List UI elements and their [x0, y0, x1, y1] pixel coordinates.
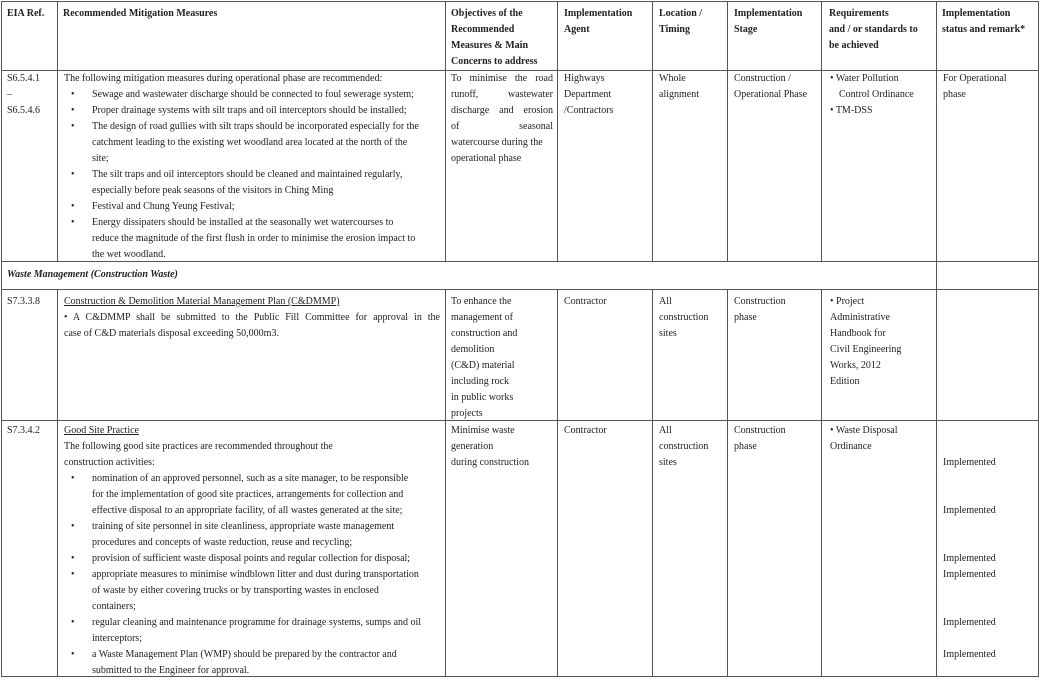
bullet-icon: •	[71, 105, 75, 116]
bullet-icon: •	[71, 201, 75, 212]
header-implementation-stage: Implementation Stage	[734, 8, 803, 35]
status-implemented: Implemented	[943, 505, 996, 516]
row1-requirements: • Water Pollution Control Ordinance • TM-DSS	[830, 73, 914, 116]
row3-measures: Good Site Practice The following good site practices are recommended throughout the construction activities:	[64, 425, 333, 468]
row1-status: For Operational phase	[943, 73, 1007, 100]
row1-eia-ref: S6.5.4.1 – S6.5.4.6	[7, 73, 41, 116]
column-divider	[936, 1, 937, 677]
bullet-icon: •	[71, 521, 75, 532]
row1-intro: The following mitigation measures during operational phase are recommended:	[64, 73, 383, 84]
status-implemented: Implemented	[943, 553, 996, 564]
status-implemented: Implemented	[943, 649, 996, 660]
bullet-icon: •	[71, 121, 75, 132]
column-divider	[445, 1, 446, 261]
table-border-right	[1038, 1, 1039, 677]
row2-location: All construction sites	[659, 296, 709, 339]
header-recommended-measures: Recommended Mitigation Measures	[63, 8, 218, 19]
row3-stage: Construction phase	[734, 425, 786, 452]
row2-agent: Contractor	[564, 296, 607, 307]
section-title: Waste Management (Construction Waste)	[7, 269, 178, 280]
column-divider	[557, 1, 558, 261]
bullet-icon: •	[71, 169, 75, 180]
row2-requirements: • Project Administrative Handbook for Civil Engineering Works, 2012 Edition	[830, 296, 902, 387]
row3-objective: Minimise waste generation during construction	[451, 425, 530, 468]
row2-eia-ref: S7.3.3.8	[7, 296, 41, 307]
column-divider	[57, 1, 58, 261]
header-eia-ref: EIA Ref.	[7, 8, 45, 19]
row-divider	[1, 289, 1039, 290]
table-border-left	[1, 1, 2, 677]
bullet-icon: •	[71, 473, 75, 484]
column-divider	[57, 289, 58, 677]
row1-objective: To minimise the road runoff, wastewater discharge and erosion of seasonal watercourse during the operational phase	[451, 73, 553, 164]
row3-eia-ref: S7.3.4.2	[7, 425, 41, 436]
column-divider	[652, 289, 653, 677]
row2-stage: Construction phase	[734, 296, 786, 323]
column-divider	[821, 289, 822, 677]
bullet-icon: •	[71, 89, 75, 100]
header-objectives: Objectives of the Recommended Measures & Main Concerns to address	[451, 8, 538, 67]
header-implementation-status: Implementation status and remark*	[942, 8, 1026, 35]
row2-objective: To enhance the management of construction and demolition (C&D) material including rock in public works projects	[451, 296, 518, 419]
table-border-top	[1, 1, 1039, 2]
header-requirements: Requirements and / or standards to be achieved	[829, 8, 918, 51]
row3-agent: Contractor	[564, 425, 607, 436]
row3-requirements: • Waste Disposal Ordinance	[830, 425, 898, 452]
bullet-icon: •	[71, 553, 75, 564]
column-divider	[727, 1, 728, 261]
bullet-icon: •	[71, 617, 75, 628]
bullet-icon: •	[71, 569, 75, 580]
column-divider	[652, 1, 653, 261]
column-divider	[445, 289, 446, 677]
row3-location: All construction sites	[659, 425, 709, 468]
column-divider	[557, 289, 558, 677]
bullet-icon: •	[71, 649, 75, 660]
row1-location: Whole alignment	[659, 73, 699, 100]
status-implemented: Implemented	[943, 617, 996, 628]
column-divider	[821, 1, 822, 261]
status-implemented: Implemented	[943, 569, 996, 580]
row2-title: Construction & Demolition Material Management Plan (C&DMMP)	[64, 296, 340, 307]
row1-stage: Construction / Operational Phase	[734, 73, 808, 100]
status-implemented: Implemented	[943, 457, 996, 468]
row-divider	[1, 420, 1039, 421]
row2-measures: Construction & Demolition Material Management Plan (C&DMMP) • A C&DMMP shall be submitted to the Public Fill Committee for approval in the case of C&D materials disposal exceeding 50,000m3.	[64, 296, 440, 339]
column-divider	[727, 289, 728, 677]
bullet-icon: •	[71, 217, 75, 228]
header-implementation-agent: Implementation Agent	[564, 8, 633, 35]
row1-agent: Highways Department /Contractors	[564, 73, 614, 116]
row3-title: Good Site Practice	[64, 425, 139, 436]
header-location-timing: Location / Timing	[659, 8, 703, 35]
mitigation-measures-table: EIA Ref. Recommended Mitigation Measures Objectives of the Recommended Measures & Main Concerns to address Implementation Agent Location / Timing Implementation Stage Requirements and / or standards to be achieved Implementation status and remark* S6.5.4.1 – S6.5.4.6 The following mitigation measures during operational phase are recommended: • Sewage and wastewater discharge should be connected to foul sewerage system; • Proper drainage systems with silt traps and oil interceptors should be installed; • The design of road gullies with silt traps should be incorporated especially for the catchment leading to the existing wet woodland area located at the north of the site; • The silt traps and oil interceptors should be cleaned and maintained regularly, especially before peak seasons of the visitors in Ching Ming • Festival and Chung Yeung Festival; • Energy dissipaters should be installed at the seasonally wet watercourses to reduce the magnitude of the first flush in order to minimise the erosion impact to the wet woodland. To minimise the road runoff, wastewater discharge and erosion of seasonal watercourse during the operational phase Highways Department /Contractors Whole alignment Construction / Operational Phase • Water Pollution Control Ordinance • TM-DSS For Operational phase Waste Management (Construction Waste) S7.3.3.8 Construction & Demolition Material Management Plan (C&DMMP) • A C&DMMP shall be submitted to the Public Fill Committee for approval in the case of C&D materials disposal exceeding 50,000m3. To enhance the management of construction and demolition (C&D) material including rock in public works projects Contractor All construction sites Construction phase • Project Administrative Handbook for Civil Engineering Works, 2012 Edition S7.3.4.2 Good Site Practice The following good site practices are recommended throughout the construction activities: • nomination of an approved personnel, such as a site manager, to be responsible for the implementation of good site practices, arrangements for collection and effective disposal to an appropriate facility, of all wastes generated at the site; • training of site personnel in site cleanliness, appropriate waste management procedures and concepts of waste reduction, reuse and recycling; • provision of sufficient waste disposal points and regular collection for disposal; • appropriate measures to minimise windblown litter and dust during transportation of waste by either covering trucks or by transporting wastes in enclosed containers; • regular cleaning and maintenance programme for drainage systems, sumps and oil interceptors; • a Waste Management Plan (WMP) should be prepared by the contractor and submitted to the Engineer for approval. Minimise waste generation during construction Contractor All construction sites Construction phase • Waste Disposal Ordinance Implemented Implemented Implemented Implemented Implemented Implemented	[1, 1, 1039, 677]
